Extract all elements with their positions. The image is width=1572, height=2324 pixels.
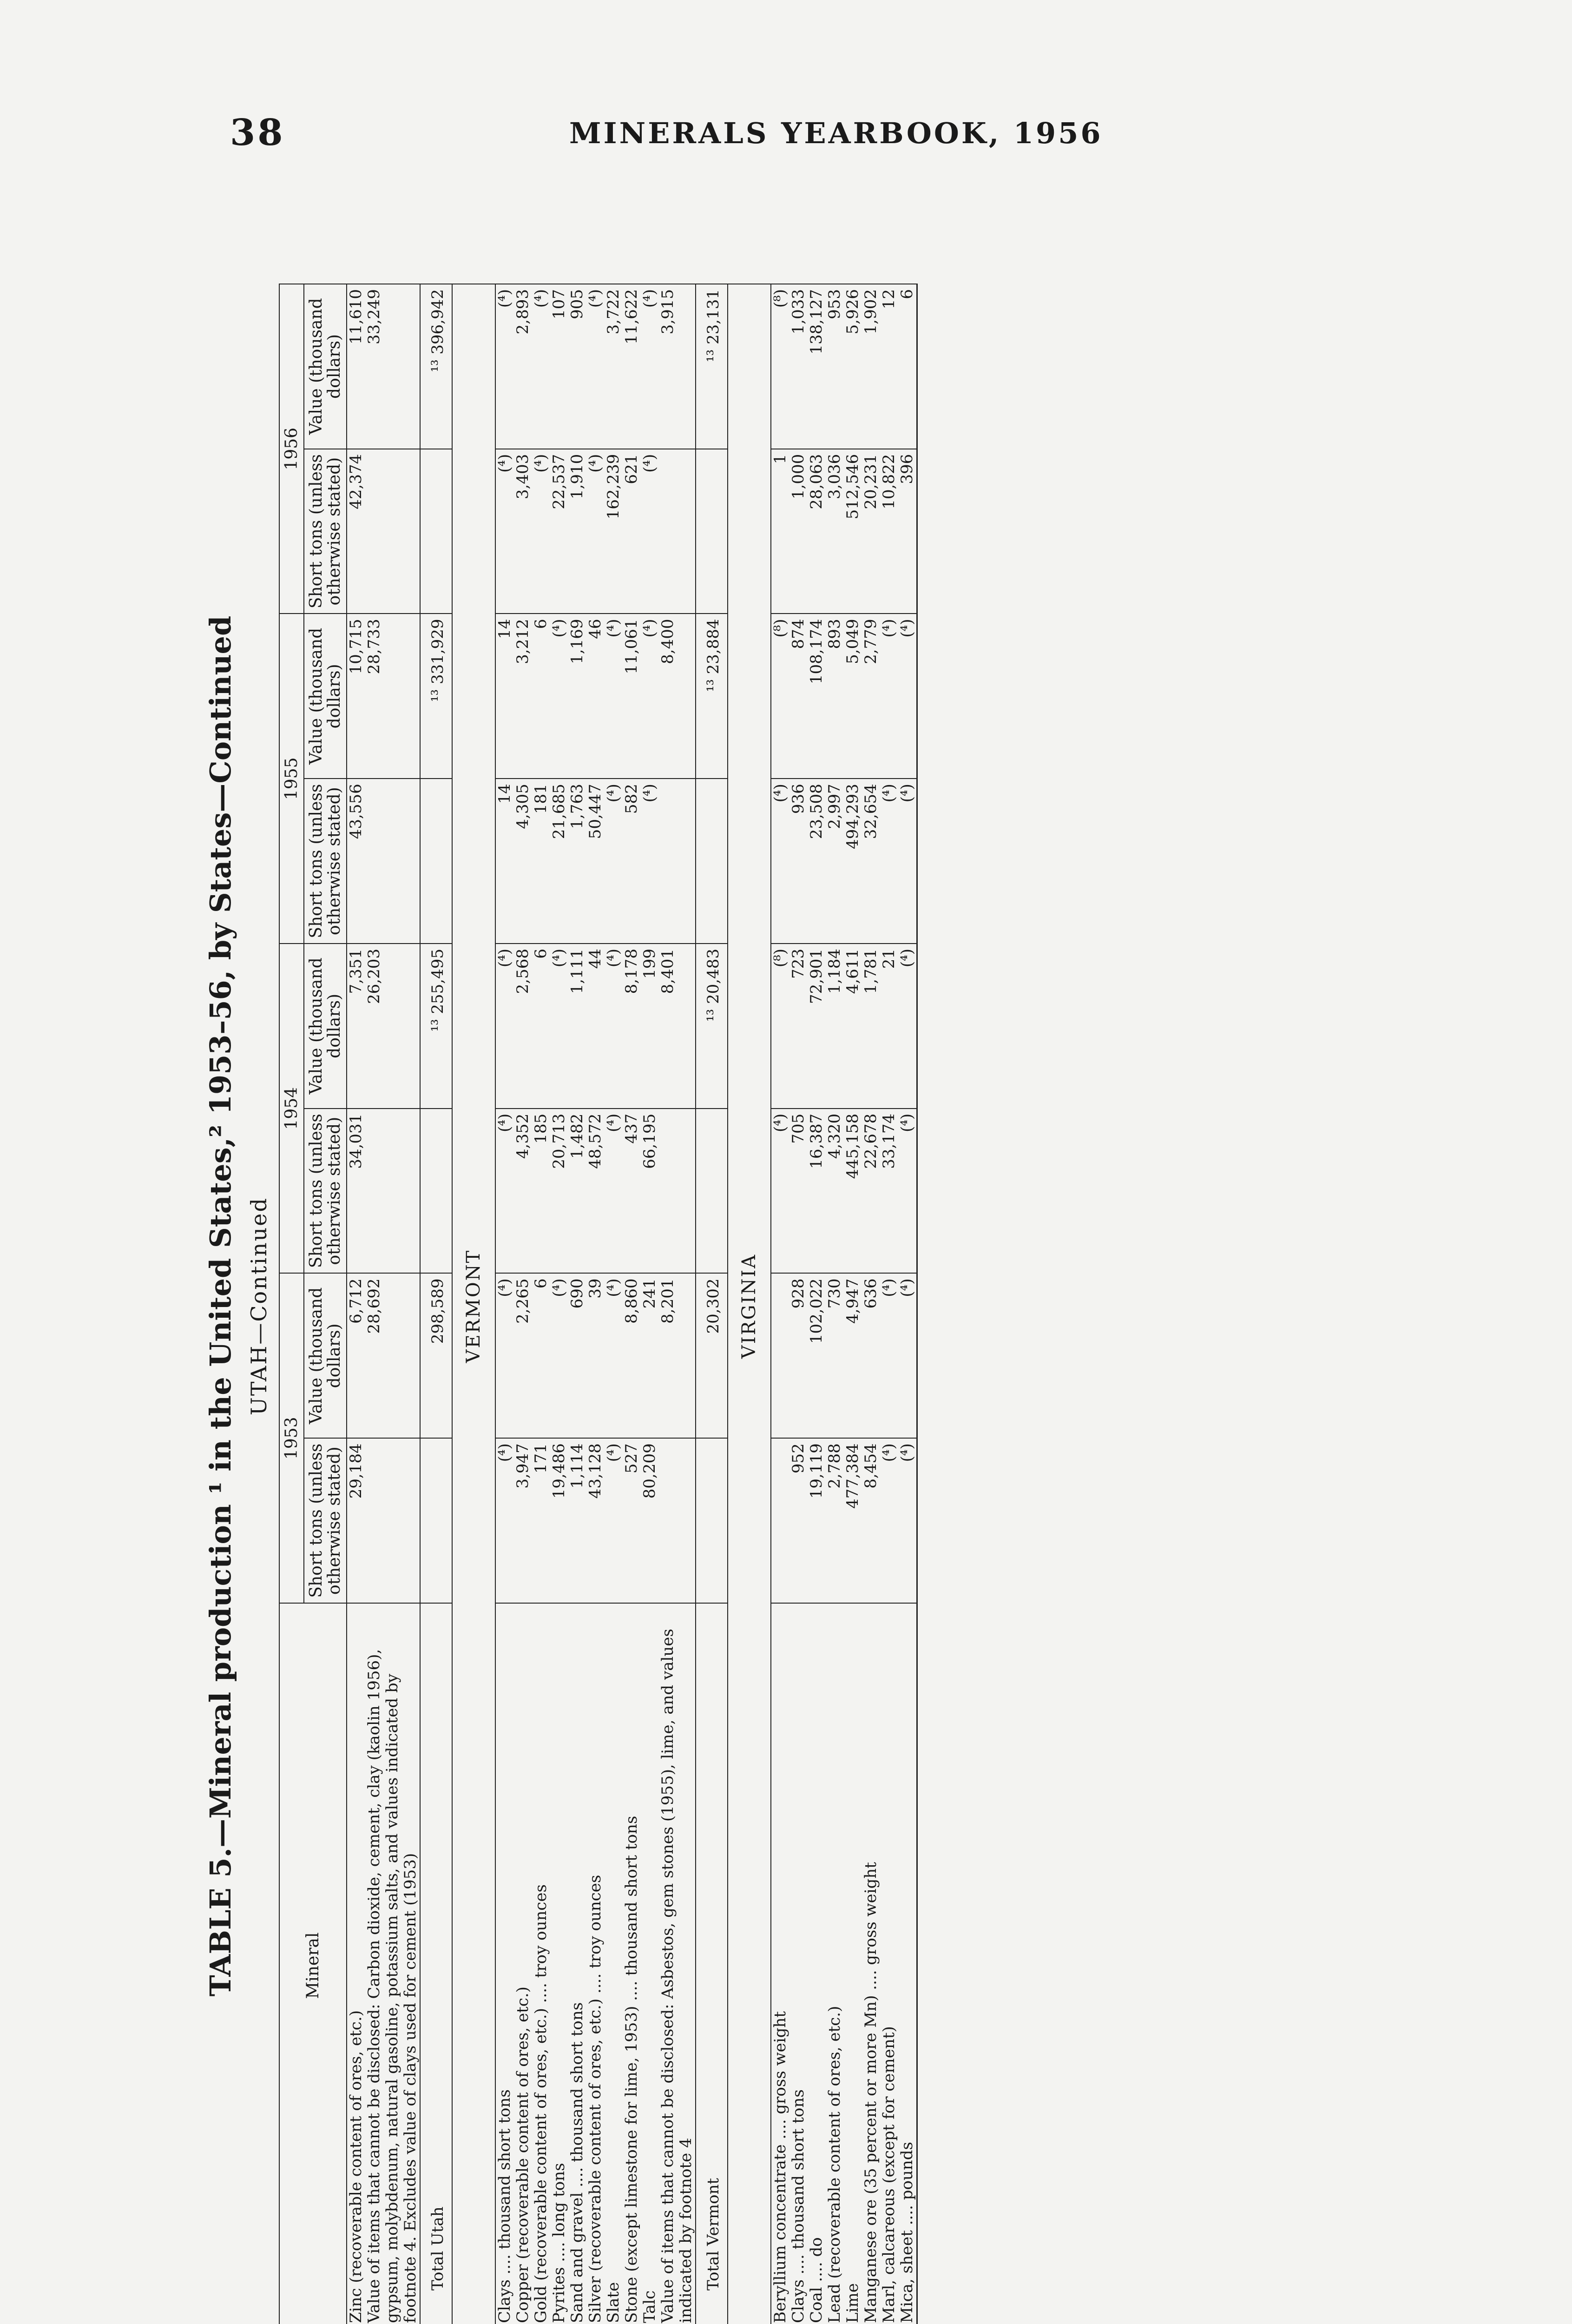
total-row [420, 284, 452, 2324]
table-row [623, 284, 641, 2324]
value-cell: 1,114 [568, 1438, 586, 1603]
year-header: 1953 [279, 1274, 304, 1604]
value-cell: 19,486 [550, 1438, 568, 1603]
value-cell: (⁴) [605, 1274, 623, 1439]
page-number: 38 [230, 112, 285, 154]
value-cell: 396 [898, 449, 917, 614]
value-cell: (⁴) [605, 1438, 623, 1603]
value-cell: 2,788 [826, 1438, 844, 1603]
value-cell: (⁴) [605, 614, 623, 779]
value-cell: 437 [623, 1109, 641, 1274]
value-cell: 80,209 [641, 1438, 659, 1603]
value-cell: 6 [898, 284, 917, 449]
table-row [880, 284, 898, 2324]
mineral-name: Pyrites .... long tons [550, 1603, 568, 2324]
value-cell: (⁴) [771, 779, 789, 944]
value-header: Value (thousand dollars) [304, 944, 347, 1109]
table-row [605, 284, 623, 2324]
mineral-name: Lead (recoverable content of ores, etc.) [826, 1603, 844, 2324]
table-row [898, 284, 917, 2324]
value-cell: 20,302 [696, 1274, 728, 1439]
value-cell: ¹³ 255,495 [420, 944, 452, 1109]
value-cell: (⁴) [532, 449, 550, 614]
value-cell: 28,692 [365, 1274, 420, 1439]
value-cell: 445,158 [844, 1109, 862, 1274]
value-cell: 50,447 [586, 779, 605, 944]
value-cell: 39 [586, 1274, 605, 1439]
value-cell [696, 779, 728, 944]
value-cell: 6 [532, 614, 550, 779]
value-cell: ¹³ 23,884 [696, 614, 728, 779]
value-cell: (⁴) [898, 1109, 917, 1274]
value-cell: 12 [880, 284, 898, 449]
value-cell: 928 [789, 1274, 808, 1439]
value-cell: 1,902 [862, 284, 880, 449]
table-header [279, 284, 347, 2324]
mineral-name: Coal .... do [808, 1603, 826, 2324]
value-cell: 952 [789, 1438, 808, 1603]
mineral-name: Gold (recoverable content of ores, etc.) .... troy ounces [532, 1603, 550, 2324]
state-heading: VERMONT [452, 284, 495, 2324]
value-cell [365, 1438, 420, 1603]
mineral-name: Marl, calcareous (except for cement) [880, 1603, 898, 2324]
section-title: UTAH—Continued [246, 1197, 271, 1415]
value-cell: 8,860 [623, 1274, 641, 1439]
value-cell: (⁸) [771, 944, 789, 1109]
value-cell: (⁴) [532, 284, 550, 449]
value-cell: 6 [532, 944, 550, 1109]
value-cell: 21 [880, 944, 898, 1109]
value-cell: 1,111 [568, 944, 586, 1109]
mineral-name: Manganese ore (35 percent or more Mn) .... gross weight [862, 1603, 880, 2324]
value-cell: 298,589 [420, 1274, 452, 1439]
value-cell [659, 1109, 696, 1274]
value-cell: 29,184 [347, 1438, 365, 1603]
value-cell: 2,893 [514, 284, 532, 449]
mineral-name: Mica, sheet .... pounds [898, 1603, 917, 2324]
value-header: Value (thousand dollars) [304, 614, 347, 779]
short-tons-header: Short tons (unless otherwise stated) [304, 449, 347, 614]
value-cell: 723 [789, 944, 808, 1109]
value-cell: 874 [789, 614, 808, 779]
value-cell: 4,320 [826, 1109, 844, 1274]
value-cell: 21,685 [550, 779, 568, 944]
value-cell: (⁴) [550, 944, 568, 1109]
value-cell: 893 [826, 614, 844, 779]
value-cell: (⁴) [898, 1274, 917, 1439]
value-cell [696, 1109, 728, 1274]
value-cell: (⁴) [605, 944, 623, 1109]
value-cell [659, 449, 696, 614]
mineral-production-table [279, 284, 918, 2324]
value-cell: 4,305 [514, 779, 532, 944]
value-cell: 582 [623, 779, 641, 944]
value-cell: 72,901 [808, 944, 826, 1109]
value-cell: 22,678 [862, 1109, 880, 1274]
value-cell: 477,384 [844, 1438, 862, 1603]
value-cell: 14 [495, 614, 514, 779]
value-cell: 2,997 [826, 779, 844, 944]
value-cell: 905 [568, 284, 586, 449]
value-cell: 14 [495, 779, 514, 944]
value-cell: 199 [641, 944, 659, 1109]
value-cell: (⁴) [550, 614, 568, 779]
value-cell: 1,033 [789, 284, 808, 449]
value-cell: ¹³ 20,483 [696, 944, 728, 1109]
value-cell: 162,239 [605, 449, 623, 614]
total-label: Total Utah [420, 1603, 452, 2324]
value-cell [365, 449, 420, 614]
value-cell: (⁴) [586, 449, 605, 614]
value-cell: 690 [568, 1274, 586, 1439]
value-cell: (⁴) [898, 944, 917, 1109]
mineral-name: Stone (except limestone for lime, 1953) .... thousand short tons [623, 1603, 641, 2324]
value-cell: (⁴) [898, 614, 917, 779]
value-cell: 66,195 [641, 1109, 659, 1274]
value-cell: (⁴) [495, 1274, 514, 1439]
rotated-table-page [204, 284, 1296, 2324]
table-row [826, 284, 844, 2324]
value-cell: (⁴) [771, 1109, 789, 1274]
value-cell: 33,249 [365, 284, 420, 449]
value-cell: 3,036 [826, 449, 844, 614]
value-cell: 527 [623, 1438, 641, 1603]
value-cell [659, 1438, 696, 1603]
value-cell: (⁴) [641, 779, 659, 944]
value-cell: 20,713 [550, 1109, 568, 1274]
table-row [532, 284, 550, 2324]
value-cell: ¹³ 331,929 [420, 614, 452, 779]
value-cell: 44 [586, 944, 605, 1109]
year-header: 1956 [279, 284, 304, 614]
value-cell: 3,212 [514, 614, 532, 779]
value-cell: 8,178 [623, 944, 641, 1109]
value-cell: 5,049 [844, 614, 862, 779]
value-cell: (⁴) [586, 284, 605, 449]
value-cell: (⁴) [550, 1274, 568, 1439]
value-cell: 10,715 [347, 614, 365, 779]
short-tons-header: Short tons (unless otherwise stated) [304, 1438, 347, 1603]
value-cell: 32,654 [862, 779, 880, 944]
value-cell: 621 [623, 449, 641, 614]
value-cell: (⁴) [495, 1438, 514, 1603]
value-cell: 102,022 [808, 1274, 826, 1439]
value-cell: 8,201 [659, 1274, 696, 1439]
short-tons-header: Short tons (unless otherwise stated) [304, 779, 347, 944]
value-cell: 512,546 [844, 449, 862, 614]
year-header: 1955 [279, 614, 304, 944]
value-cell: 4,352 [514, 1109, 532, 1274]
total-label: Total Vermont [696, 1603, 728, 2324]
value-cell: (⁴) [495, 1109, 514, 1274]
value-cell: 11,622 [623, 284, 641, 449]
value-cell: 1,169 [568, 614, 586, 779]
value-cell: 1,000 [789, 449, 808, 614]
value-cell: 6,712 [347, 1274, 365, 1439]
value-cell: 636 [862, 1274, 880, 1439]
table-row [808, 284, 826, 2324]
state-section-row [452, 284, 495, 2324]
mineral-name: Silver (recoverable content of ores, etc.) .... troy ounces [586, 1603, 605, 2324]
value-cell: 3,722 [605, 284, 623, 449]
state-section-row [728, 284, 771, 2324]
value-cell: 19,119 [808, 1438, 826, 1603]
value-cell [771, 1274, 789, 1439]
table-row [771, 284, 789, 2324]
table-body [347, 284, 917, 2324]
mineral-name: Clays .... thousand short tons [495, 1603, 514, 2324]
value-cell: 33,174 [880, 1109, 898, 1274]
value-cell: 8,400 [659, 614, 696, 779]
value-cell: 34,031 [347, 1109, 365, 1274]
mineral-name: Clays .... thousand short tons [789, 1603, 808, 2324]
value-cell: ¹³ 23,131 [696, 284, 728, 449]
value-cell [696, 1438, 728, 1603]
mineral-header: Mineral [279, 1603, 347, 2324]
mineral-name: Value of items that cannot be disclosed: Asbestos, gem stones (1955), lime, and values indicated by footnote 4 [659, 1603, 696, 2324]
value-cell: 705 [789, 1109, 808, 1274]
value-cell: 1,482 [568, 1109, 586, 1274]
value-cell: (⁴) [880, 1274, 898, 1439]
value-cell [771, 1438, 789, 1603]
value-cell: 6 [532, 1274, 550, 1439]
mineral-name: Talc [641, 1603, 659, 2324]
value-cell: (⁴) [880, 614, 898, 779]
value-cell: 953 [826, 284, 844, 449]
value-cell: 7,351 [347, 944, 365, 1109]
value-cell: (⁴) [495, 449, 514, 614]
running-head: MINERALS YEARBOOK, 1956 [569, 116, 1103, 150]
table-row [862, 284, 880, 2324]
value-cell: 5,926 [844, 284, 862, 449]
value-cell: 1,781 [862, 944, 880, 1109]
value-cell: 3,403 [514, 449, 532, 614]
table-row [347, 284, 365, 2324]
value-cell: 11,610 [347, 284, 365, 449]
value-cell: (⁴) [641, 449, 659, 614]
value-cell: ¹³ 396,942 [420, 284, 452, 449]
value-cell: 10,822 [880, 449, 898, 614]
value-cell: 22,537 [550, 449, 568, 614]
value-cell [696, 449, 728, 614]
value-cell: 1,910 [568, 449, 586, 614]
mineral-name: Copper (recoverable content of ores, etc.) [514, 1603, 532, 2324]
value-cell: 48,572 [586, 1109, 605, 1274]
value-cell: (⁴) [898, 1438, 917, 1603]
value-cell: 28,063 [808, 449, 826, 614]
value-cell: 11,061 [623, 614, 641, 779]
value-cell: 2,568 [514, 944, 532, 1109]
table-row [550, 284, 568, 2324]
value-cell: (⁸) [771, 284, 789, 449]
total-row [696, 284, 728, 2324]
table-row [844, 284, 862, 2324]
value-cell [365, 779, 420, 944]
value-cell: (⁴) [880, 779, 898, 944]
value-cell: 8,401 [659, 944, 696, 1109]
value-cell: 43,128 [586, 1438, 605, 1603]
value-cell: 1 [771, 449, 789, 614]
value-cell: 171 [532, 1438, 550, 1603]
value-cell: 181 [532, 779, 550, 944]
value-cell: 23,508 [808, 779, 826, 944]
value-cell: 42,374 [347, 449, 365, 614]
mineral-name: Value of items that cannot be disclosed: Carbon dioxide, cement, clay (kaolin 1956), gypsum, molybdenum, natural gasoline, potassium salts, and values indicated by footnote 4. Excludes value of clays used for cement (1953) [365, 1603, 420, 2324]
value-cell: (⁴) [898, 779, 917, 944]
value-cell: (⁴) [495, 944, 514, 1109]
value-cell: (⁴) [641, 614, 659, 779]
value-cell: 16,387 [808, 1109, 826, 1274]
value-cell: 3,915 [659, 284, 696, 449]
mineral-name: Lime [844, 1603, 862, 2324]
value-header: Value (thousand dollars) [304, 1274, 347, 1439]
value-cell [420, 1109, 452, 1274]
mineral-name: Slate [605, 1603, 623, 2324]
value-cell [365, 1109, 420, 1274]
state-heading: VIRGINIA [728, 284, 771, 2324]
value-cell: 3,947 [514, 1438, 532, 1603]
mineral-name: Zinc (recoverable content of ores, etc.) [347, 1603, 365, 2324]
value-cell: 185 [532, 1109, 550, 1274]
table-row [586, 284, 605, 2324]
value-cell: 107 [550, 284, 568, 449]
value-cell: (⁴) [495, 284, 514, 449]
value-header: Value (thousand dollars) [304, 284, 347, 449]
value-cell: 4,611 [844, 944, 862, 1109]
value-cell: (⁴) [605, 1109, 623, 1274]
value-cell: 8,454 [862, 1438, 880, 1603]
year-header: 1954 [279, 944, 304, 1274]
table-row [495, 284, 514, 2324]
value-cell [420, 779, 452, 944]
value-cell: 936 [789, 779, 808, 944]
value-cell: (⁴) [605, 779, 623, 944]
table-row [514, 284, 532, 2324]
value-cell: (⁴) [641, 284, 659, 449]
value-cell: 2,265 [514, 1274, 532, 1439]
value-cell: 241 [641, 1274, 659, 1439]
value-cell: 1,184 [826, 944, 844, 1109]
table-row [365, 284, 420, 2324]
value-cell: 28,733 [365, 614, 420, 779]
value-cell: 1,763 [568, 779, 586, 944]
table-row [789, 284, 808, 2324]
table-title: TABLE 5.—Mineral production ¹ in the United States,² 1953–56, by States—Continued [204, 615, 237, 1997]
value-cell: 46 [586, 614, 605, 779]
short-tons-header: Short tons (unless otherwise stated) [304, 1109, 347, 1274]
value-cell: 108,174 [808, 614, 826, 779]
table-row [641, 284, 659, 2324]
value-cell: 43,556 [347, 779, 365, 944]
mineral-name: Sand and gravel .... thousand short tons [568, 1603, 586, 2324]
value-cell: (⁴) [880, 1438, 898, 1603]
value-cell: 2,779 [862, 614, 880, 779]
value-cell [420, 449, 452, 614]
table-row [568, 284, 586, 2324]
value-cell: 138,127 [808, 284, 826, 449]
table-row [659, 284, 696, 2324]
mineral-name: Beryllium concentrate .... gross weight [771, 1603, 789, 2324]
value-cell [659, 779, 696, 944]
value-cell: 20,231 [862, 449, 880, 614]
value-cell: 4,947 [844, 1274, 862, 1439]
value-cell: 494,293 [844, 779, 862, 944]
value-cell [420, 1438, 452, 1603]
value-cell: 730 [826, 1274, 844, 1439]
value-cell: 26,203 [365, 944, 420, 1109]
value-cell: (⁸) [771, 614, 789, 779]
